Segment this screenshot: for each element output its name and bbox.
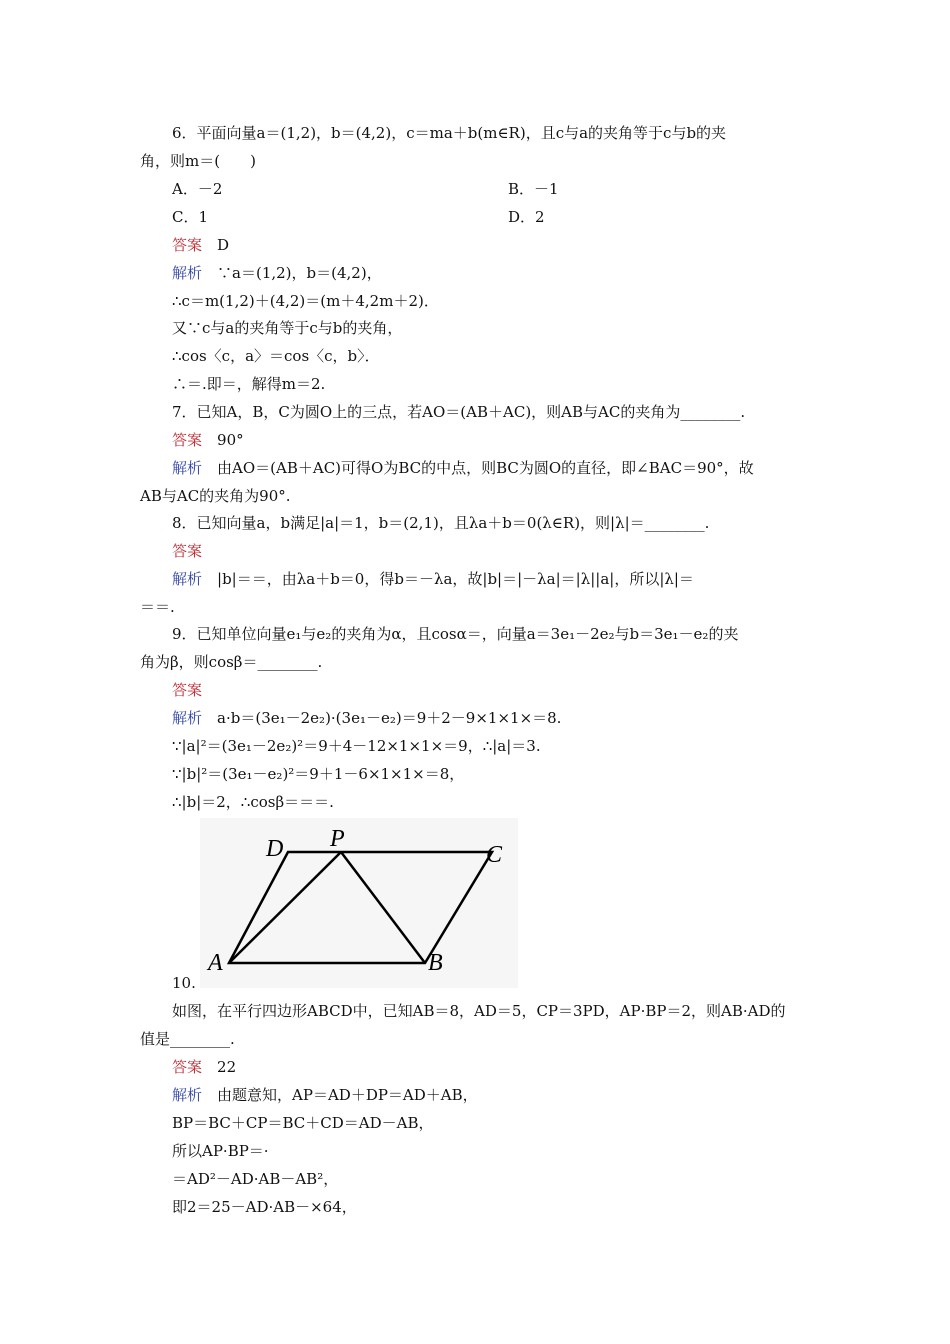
vertex-label-a: A (208, 950, 223, 976)
q6-solution-row4: ∴cos〈c，a〉＝cos〈c，b〉． (172, 347, 380, 365)
q10-answer-row (172, 1057, 236, 1077)
q6-solution-row2: ∴c＝m(1,2)＋(4,2)＝(m＋4,2m＋2)． (172, 292, 439, 310)
q8-stem: 8．已知向量a，b满足|a|＝1，b＝(2,1)，且λa＋b＝0(λ∈R)，则|λ|＝________. (172, 514, 710, 532)
q9-solution-row1 (172, 708, 561, 728)
q6-option-a: A．－2 (172, 180, 223, 198)
q7-answer-row (172, 430, 244, 450)
point-label-p: P (330, 826, 345, 852)
q9-answer-row (172, 680, 202, 700)
answer-label: 答案 (172, 681, 203, 699)
q6-answer-row (172, 235, 229, 255)
solution-label: 解析 (172, 264, 203, 282)
parallelogram-figure (200, 818, 518, 988)
answer-value: 22 (217, 1058, 237, 1076)
answer-value: 90° (217, 431, 244, 449)
q6-solution-row5: ∴＝.即＝，解得m＝2. (172, 375, 326, 393)
vertex-label-c: C (486, 842, 503, 868)
solution-text: |b|＝＝，由λa＋b＝0，得b＝－λa，故|b|＝|－λa|＝|λ||a|，所以|λ|＝ (217, 570, 694, 588)
q10-solution-row4: ＝AD²－AD·AB－AB²， (172, 1170, 339, 1188)
q6-stem-line1: 6．平面向量a＝(1,2)，b＝(4,2)，c＝ma＋b(m∈R)，且c与a的夹角等于c与b的夹 (172, 124, 727, 142)
answer-label: 答案 (172, 431, 203, 449)
solution-label: 解析 (172, 570, 203, 588)
answer-label: 答案 (172, 542, 203, 560)
q10-solution-row3: 所以AP·BP＝· (172, 1142, 269, 1160)
q8-answer-row (172, 541, 202, 561)
q7-stem: 7．已知A，B，C为圆O上的三点，若AO＝(AB＋AC)，则AB与AC的夹角为________. (172, 403, 746, 421)
q9-solution-row4: ∴|b|＝2，∴cosβ＝＝＝. (172, 793, 334, 811)
q7-solution-row1 (172, 458, 754, 478)
q6-stem-line2: 角，则m＝( ) (140, 152, 256, 170)
solution-text: a·b＝(3e₁－2e₂)·(3e₁－e₂)＝9＋2－9×1×1×＝8. (217, 709, 562, 727)
solution-label: 解析 (172, 1086, 203, 1104)
q10-solution-row2: BP＝BC＋CP＝BC＋CD＝AD－AB， (172, 1114, 434, 1132)
q8-solution-row2: ＝＝. (140, 598, 175, 616)
vertex-label-d: D (266, 836, 284, 862)
solution-text: 由AO＝(AB＋AC)可得O为BC的中点，则BC为圆O的直径，即∠BAC＝90°，故 (217, 459, 754, 477)
answer-label: 答案 (172, 236, 203, 254)
q10-solution-row5: 即2＝25－AD·AB－×64， (172, 1198, 357, 1216)
q10-stem-line1: 如图，在平行四边形ABCD中，已知AB＝8，AD＝5，CP＝3PD，AP·BP＝2，则AB·AD的 (172, 1002, 786, 1020)
q9-solution-row2: ∵|a|²＝(3e₁－2e₂)²＝9＋4－12×1×1×＝9，∴|a|＝3. (172, 737, 541, 755)
q6-option-c: C．1 (172, 208, 209, 226)
answer-label: 答案 (172, 1058, 203, 1076)
solution-text: ∵a＝(1,2)，b＝(4,2)， (217, 264, 382, 282)
q6-solution-row3: 又∵c与a的夹角等于c与b的夹角， (172, 319, 403, 337)
q9-stem-line2: 角为β，则cosβ＝________. (140, 653, 323, 671)
q8-solution-row1 (172, 569, 694, 589)
q6-option-d: D．2 (508, 208, 545, 226)
solution-label: 解析 (172, 709, 203, 727)
q6-option-b: B．－1 (508, 180, 559, 198)
q6-solution-row1 (172, 263, 382, 283)
q9-stem-line1: 9．已知单位向量e₁与e₂的夹角为α，且cosα＝，向量a＝3e₁－2e₂与b＝3e₁－e₂的夹 (172, 625, 739, 643)
solution-text: 由题意知，AP＝AD＋DP＝AD＋AB， (217, 1086, 478, 1104)
q10-solution-row1 (172, 1085, 478, 1105)
q7-solution-row2: AB与AC的夹角为90°. (140, 487, 291, 505)
solution-label: 解析 (172, 459, 203, 477)
q9-solution-row3: ∵|b|²＝(3e₁－e₂)²＝9＋1－6×1×1×＝8， (172, 765, 465, 783)
answer-value: D (217, 236, 230, 254)
q10-number: 10. (172, 974, 196, 992)
q10-stem-line2: 值是________. (140, 1030, 235, 1048)
vertex-label-b: B (428, 950, 443, 976)
